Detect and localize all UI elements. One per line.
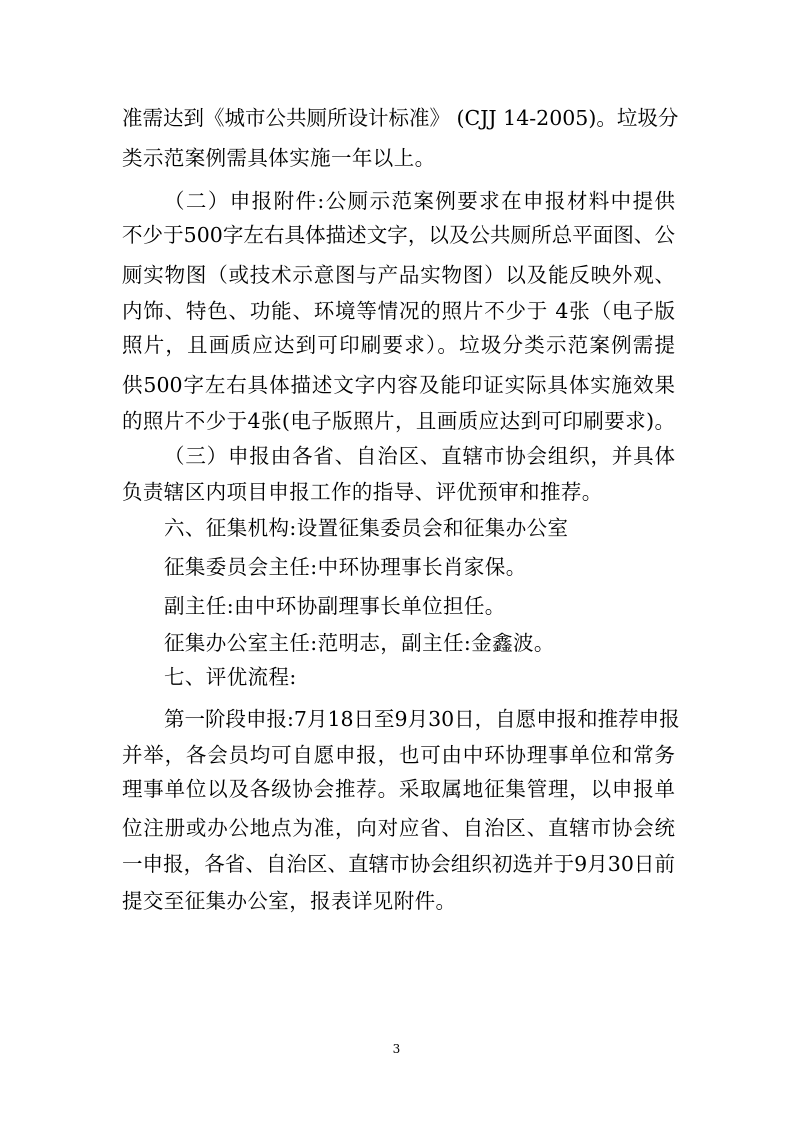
paragraph-line: 内饰、特色、功能、环境等情况的照片不少于 4张（电子版	[122, 299, 675, 323]
paragraph-line: 准需达到《城市公共厕所设计标准》 (CJJ 14-2005)。垃圾分	[122, 106, 679, 130]
section-heading: 七、评优流程:	[164, 665, 297, 689]
page-number: 3	[392, 1042, 401, 1056]
paragraph-line: 征集办公室主任:范明志，副主任:金鑫波。	[164, 631, 555, 655]
paragraph-line: 供500字左右具体描述文字内容及能印证实际具体实施效果	[122, 373, 675, 397]
paragraph-line: 位注册或办公地点为准，向对应省、自治区、直辖市协会统	[122, 816, 675, 840]
paragraph-line: 负责辖区内项目申报工作的指导、评优预审和推荐。	[122, 480, 603, 504]
paragraph-line: （二）申报附件:公厕示范案例要求在申报材料中提供	[164, 189, 675, 213]
paragraph-line: 征集委员会主任:中环协理事长肖家保。	[164, 555, 527, 579]
paragraph-line: 并举，各会员均可自愿申报，也可由中环协理事单位和常务	[122, 743, 675, 767]
paragraph-line: 不少于500字左右具体描述文字，以及公共厕所总平面图、公	[122, 223, 675, 247]
paragraph-line: 理事单位以及各级协会推荐。采取属地征集管理，以申报单	[122, 777, 675, 801]
paragraph-line: 照片，且画质应达到可印刷要求）。垃圾分类示范案例需提	[122, 333, 675, 357]
paragraph-line: 的照片不少于4张(电子版照片，且画质应达到可印刷要求)。	[122, 409, 675, 433]
paragraph-line: 厕实物图（或技术示意图与产品实物图）以及能反映外观、	[122, 263, 675, 287]
paragraph-line: 第一阶段申报:7月18日至9月30日，自愿申报和推荐申报	[164, 707, 680, 731]
section-heading: 六、征集机构:设置征集委员会和征集办公室	[164, 516, 569, 540]
paragraph-line: 类示范案例需具体实施一年以上。	[122, 146, 436, 170]
paragraph-line: （三）申报由各省、自治区、直辖市协会组织，并具体	[164, 444, 675, 468]
paragraph-line: 提交至征集办公室，报表详见附件。	[122, 889, 457, 913]
paragraph-line: 一申报，各省、自治区、直辖市协会组织初选并于9月30日前	[122, 852, 675, 876]
paragraph-line: 副主任:由中环协副理事长单位担任。	[164, 594, 506, 618]
